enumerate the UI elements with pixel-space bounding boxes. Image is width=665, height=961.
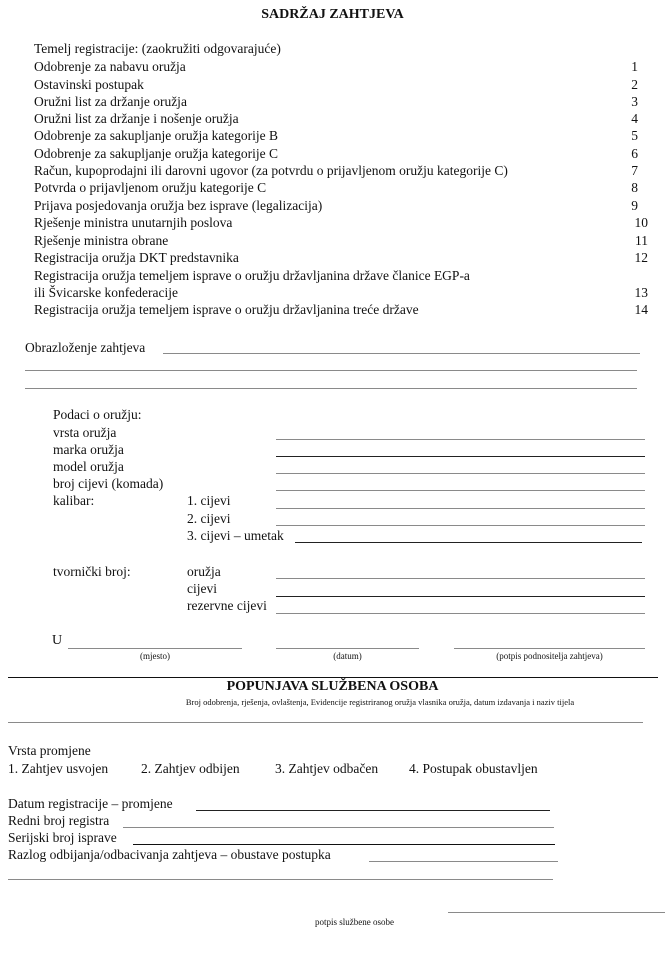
basis-number-5[interactable]: 5: [631, 128, 638, 143]
weapon-brand-field[interactable]: [276, 456, 645, 457]
justification-line-3[interactable]: [25, 388, 637, 389]
caliber-barrel-2-field[interactable]: [276, 525, 645, 526]
justification-line-2[interactable]: [25, 370, 637, 371]
weapon-brand-label: marka oružja: [53, 442, 124, 457]
option-rejected[interactable]: 2. Zahtjev odbijen: [141, 761, 240, 776]
basis-item-1[interactable]: Odobrenje za nabavu oružja: [34, 59, 186, 74]
basis-number-13[interactable]: 13: [634, 285, 648, 300]
serial-spare-label: rezervne cijevi: [187, 598, 267, 613]
official-title: POPUNJAVA SLUŽBENA OSOBA: [226, 679, 439, 694]
reason-field-1[interactable]: [369, 861, 558, 862]
serial-weapon-field[interactable]: [276, 578, 645, 579]
weapon-type-field[interactable]: [276, 439, 645, 440]
basis-number-14[interactable]: 14: [634, 302, 648, 317]
basis-item-14[interactable]: Registracija oružja temeljem isprave o oružju državljanina treće države: [34, 302, 419, 317]
basis-item-8[interactable]: Potvrda o prijavljenom oružju kategorije C: [34, 180, 267, 195]
weapon-caliber-label: kalibar:: [53, 493, 95, 508]
place-field[interactable]: [68, 648, 242, 649]
doc-serial-field[interactable]: [133, 844, 555, 845]
basis-item-13[interactable]: Registracija oružja temeljem isprave o oružju državljanina države članice EGP-a: [34, 268, 470, 283]
justification-line-1[interactable]: [163, 353, 640, 354]
reg-date-field[interactable]: [196, 810, 550, 811]
official-signature-field[interactable]: [448, 912, 665, 913]
weapon-model-label: model oružja: [53, 459, 124, 474]
applicant-signature-caption: (potpis podnositelja zahtjeva): [496, 651, 603, 661]
basis-number-10[interactable]: 10: [634, 215, 648, 230]
option-procedure-suspended[interactable]: 4. Postupak obustavljen: [409, 761, 538, 776]
serial-weapon-label: oružja: [187, 564, 221, 579]
caliber-barrel-3-field[interactable]: [295, 542, 642, 543]
basis-number-9[interactable]: 9: [631, 198, 638, 213]
weapon-type-label: vrsta oružja: [53, 425, 117, 440]
basis-number-2[interactable]: 2: [631, 77, 638, 92]
basis-item-4[interactable]: Oružni list za držanje i nošenje oružja: [34, 111, 239, 126]
serial-barrel-label: cijevi: [187, 581, 217, 596]
justification-label: Obrazloženje zahtjeva: [25, 340, 146, 355]
basis-number-8[interactable]: 8: [631, 180, 638, 195]
caliber-barrel-1-label: 1. cijevi: [187, 493, 231, 508]
basis-number-6[interactable]: 6: [631, 146, 638, 161]
official-subtitle: Broj odobrenja, rješenja, ovlaštenja, Evidencije registriranog oružja vlasnika oružja, datum izdavanja i naziv tijela: [185, 697, 575, 707]
caliber-barrel-3-label: 3. cijevi – umetak: [187, 528, 284, 543]
basis-item-2[interactable]: Ostavinski postupak: [34, 77, 144, 92]
option-dismissed[interactable]: 3. Zahtjev odbačen: [275, 761, 379, 776]
basis-label: Temelj registracije: (zaokružiti odgovarajuće): [34, 41, 281, 56]
basis-item-7[interactable]: Račun, kupoprodajni ili darovni ugovor (za potvrdu o prijavljenom oružju kategorije C): [34, 163, 508, 178]
official-record-field[interactable]: [8, 722, 643, 723]
serial-barrel-field[interactable]: [276, 596, 645, 597]
weapon-model-field[interactable]: [276, 473, 645, 474]
register-no-label: Redni broj registra: [8, 813, 110, 828]
doc-serial-label: Serijski broj isprave: [8, 830, 117, 845]
serial-label: tvornički broj:: [53, 564, 131, 579]
basis-item-3[interactable]: Oružni list za držanje oružja: [34, 94, 187, 109]
weapon-barrels-label: broj cijevi (komada): [53, 476, 164, 491]
basis-number-11[interactable]: 11: [635, 233, 648, 248]
serial-spare-field[interactable]: [276, 613, 645, 614]
basis-item-10[interactable]: Rješenje ministra unutarnjih poslova: [34, 215, 233, 230]
caliber-barrel-1-field[interactable]: [276, 508, 645, 509]
basis-item-12[interactable]: Registracija oružja DKT predstavnika: [34, 250, 239, 265]
basis-item-6[interactable]: Odobrenje za sakupljanje oružja kategorije C: [34, 146, 279, 161]
date-caption: (datum): [333, 651, 362, 661]
register-no-field[interactable]: [123, 827, 554, 828]
basis-number-12[interactable]: 12: [634, 250, 648, 265]
reason-label: Razlog odbijanja/odbacivanja zahtjeva – obustave postupka: [8, 847, 331, 862]
reason-field-2[interactable]: [8, 879, 553, 880]
page-title: SADRŽAJ ZAHTJEVA: [261, 7, 404, 22]
place-caption: (mjesto): [140, 651, 170, 661]
weapon-heading: Podaci o oružju:: [53, 407, 142, 422]
change-type-label: Vrsta promjene: [8, 743, 91, 758]
official-signature-caption: potpis službene osobe: [315, 917, 394, 927]
place-prefix: U: [52, 633, 63, 648]
basis-item-11[interactable]: Rješenje ministra obrane: [34, 233, 169, 248]
date-field[interactable]: [276, 648, 419, 649]
applicant-signature-field[interactable]: [454, 648, 645, 649]
basis-number-4[interactable]: 4: [631, 111, 638, 126]
section-divider: [8, 677, 658, 678]
basis-number-3[interactable]: 3: [631, 94, 638, 109]
weapon-barrels-field[interactable]: [276, 490, 645, 491]
option-approved[interactable]: 1. Zahtjev usvojen: [8, 761, 109, 776]
basis-number-1[interactable]: 1: [631, 59, 638, 74]
basis-item-5[interactable]: Odobrenje za sakupljanje oružja kategorije B: [34, 128, 279, 143]
reg-date-label: Datum registracije – promjene: [8, 796, 173, 811]
caliber-barrel-2-label: 2. cijevi: [187, 511, 231, 526]
basis-item-9[interactable]: Prijava posjedovanja oružja bez isprave (legalizacija): [34, 198, 323, 213]
basis-number-7[interactable]: 7: [631, 163, 638, 178]
basis-item-13-continued[interactable]: ili Švicarske konfederacije: [34, 285, 178, 300]
